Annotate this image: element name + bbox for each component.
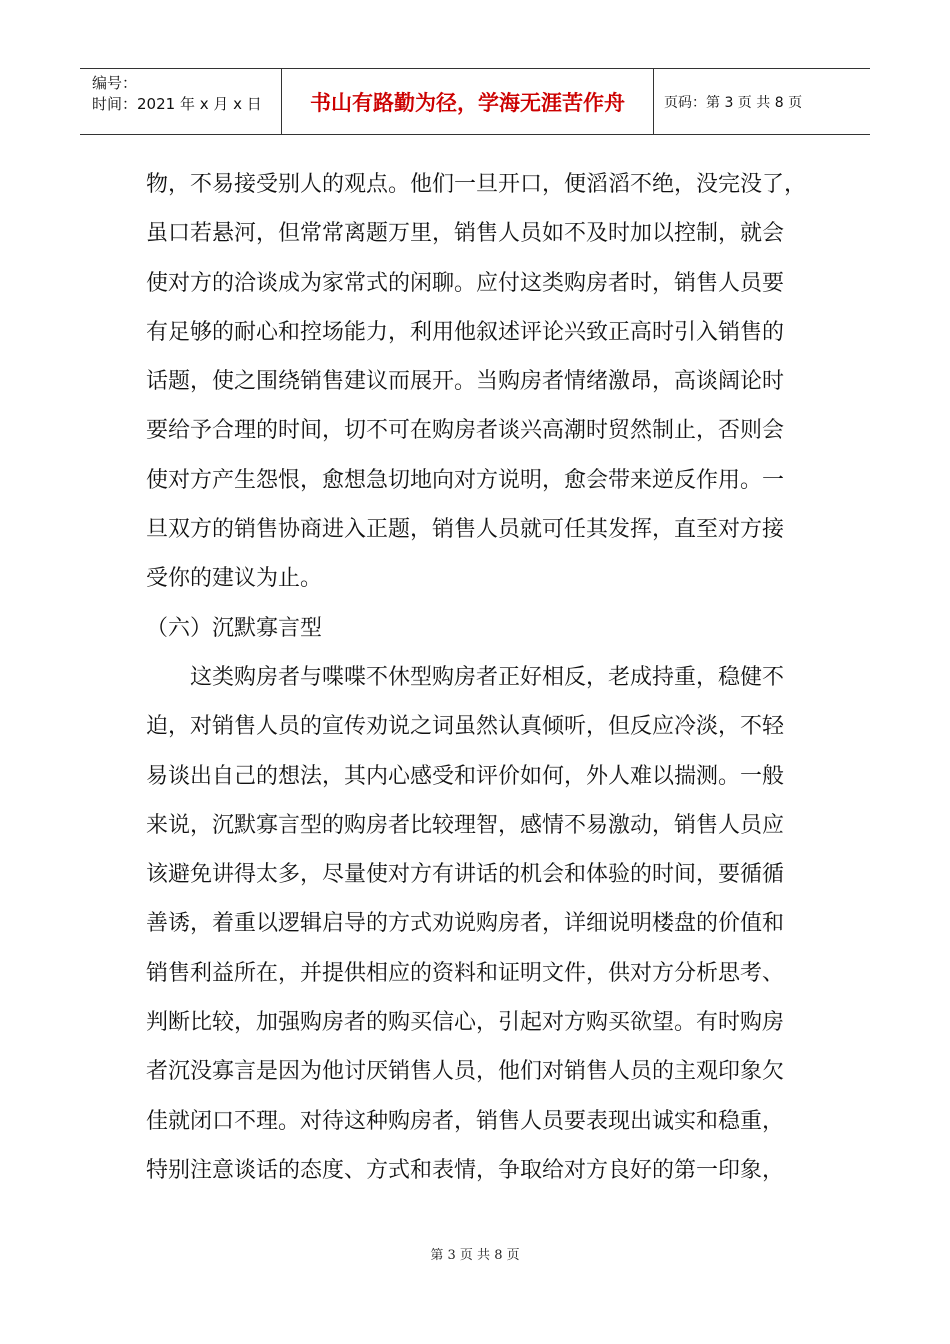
body-line: 善诱，着重以逻辑启导的方式劝说购房者，详细说明楼盘的价值和 xyxy=(146,911,785,937)
body-line: 旦双方的销售协商进入正题，销售人员就可任其发挥，直至对方接 xyxy=(146,517,785,543)
body-line: 使对方产生怨恨，愈想急切地向对方说明，愈会带来逆反作用。一 xyxy=(146,467,785,493)
document-body xyxy=(146,160,807,1195)
header-page-info: 页码：第 3 页 共 8 页 xyxy=(664,94,803,111)
body-line: 物，不易接受别人的观点。他们一旦开口，便滔滔不绝，没完没了， xyxy=(146,172,807,197)
body-line: 佳就闭口不理。对待这种购房者，销售人员要表现出诚实和稳重， xyxy=(146,1108,785,1134)
document-date: 时间：2021 年 x 月 x 日 xyxy=(92,95,262,113)
body-line: 使对方的洽谈成为家常式的闲聊。应付这类购房者时，销售人员要 xyxy=(146,270,785,296)
body-line: 这类购房者与喋喋不休型购房者正好相反，老成持重，稳健不 xyxy=(146,664,785,690)
page-header xyxy=(80,68,870,135)
body-line: 有足够的耐心和控场能力，利用他叙述评论兴致正高时引入销售的 xyxy=(146,319,785,345)
document-number-label: 编号： xyxy=(92,74,138,92)
body-line: 要给予合理的时间，切不可在购房者谈兴高潮时贸然制止，否则会 xyxy=(146,418,785,444)
body-line: 虽口若悬河，但常常离题万里，销售人员如不及时加以控制，就会 xyxy=(146,221,785,247)
body-line: 受你的建议为止。 xyxy=(146,566,323,592)
header-meta xyxy=(80,69,282,134)
body-line: 来说，沉默寡言型的购房者比较理智，感情不易激动，销售人员应 xyxy=(146,812,785,838)
body-line: 特别注意谈话的态度、方式和表情，争取给对方良好的第一印象， xyxy=(146,1157,785,1183)
header-motto: 书山有路勤为径，学海无涯苦作舟 xyxy=(282,69,654,134)
section-heading: （六）沉默寡言型 xyxy=(146,615,323,641)
body-line: 话题，使之围绕销售建议而展开。当购房者情绪激昂，高谈阔论时 xyxy=(146,369,785,395)
body-line: 该避免讲得太多，尽量使对方有讲话的机会和体验的时间，要循循 xyxy=(146,862,785,888)
page-footer: 第 3 页 共 8 页 xyxy=(430,1248,520,1263)
body-line: 判断比较，加强购房者的购买信心，引起对方购买欲望。有时购房 xyxy=(146,1010,785,1036)
body-line: 迫，对销售人员的宣传劝说之词虽然认真倾听，但反应冷淡，不轻 xyxy=(146,714,785,740)
body-line: 易谈出自己的想法，其内心感受和评价如何，外人难以揣测。一般 xyxy=(146,763,785,789)
body-line: 者沉没寡言是因为他讨厌销售人员，他们对销售人员的主观印象欠 xyxy=(146,1059,785,1085)
body-line: 销售利益所在，并提供相应的资料和证明文件，供对方分析思考、 xyxy=(146,960,785,986)
